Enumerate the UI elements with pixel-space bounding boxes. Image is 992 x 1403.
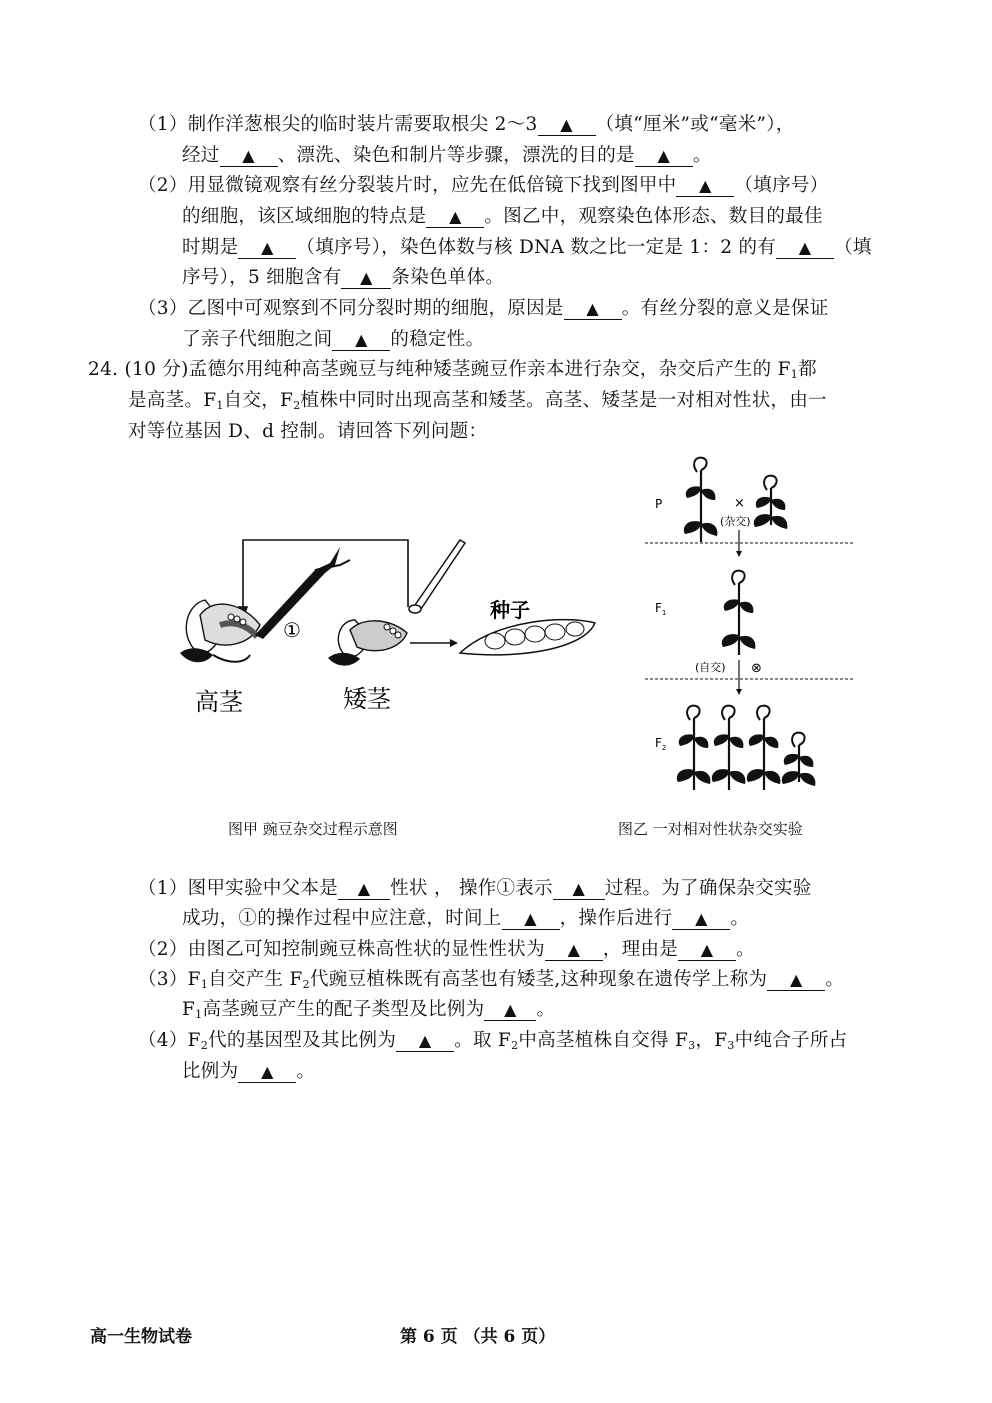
cross-symbol: × <box>734 496 745 511</box>
operation-label: ① <box>283 618 301 642</box>
p-tall-plant <box>684 458 718 542</box>
q24-part2-line1 <box>138 938 755 962</box>
text: 的细胞，该区域细胞的特点是 <box>182 206 427 227</box>
self-cross-symbol: ⊗ <box>751 661 762 676</box>
text: 时期是 <box>182 237 239 258</box>
short-pea-flower-illustration <box>328 620 407 666</box>
answer-blank[interactable]: ▲ <box>238 1062 296 1083</box>
subscript: 1 <box>216 399 224 412</box>
text: 。 <box>825 969 845 990</box>
text: 对等位基因 D、d 控制。请回答下列问题： <box>128 421 488 442</box>
q23-part1-line2 <box>182 144 712 168</box>
answer-blank[interactable]: ▲ <box>635 146 693 167</box>
answer-blank[interactable]: ▲ <box>484 1000 536 1021</box>
text: （4）F <box>138 1030 201 1051</box>
arrowhead <box>736 689 742 695</box>
answer-blank[interactable]: ▲ <box>678 940 736 961</box>
text: 。有丝分裂的意义是保证 <box>621 298 829 319</box>
subscript: 3 <box>688 1039 696 1052</box>
subscript: 2 <box>200 1039 209 1052</box>
q23-part2-line3 <box>182 236 872 260</box>
text: 过程。为了确保杂交实验 <box>604 878 812 899</box>
answer-blank[interactable]: ▲ <box>672 909 730 930</box>
q24-part3-line1 <box>138 968 844 997</box>
answer-blank[interactable]: ▲ <box>776 238 834 259</box>
text: 条染色单体。 <box>391 267 505 288</box>
seed-label: 种子 <box>490 598 530 622</box>
text: 序号），5 细胞含有 <box>182 267 342 288</box>
text: 中纯合子所占 <box>734 1030 848 1051</box>
text: ，F <box>695 1030 728 1051</box>
answer-blank[interactable]: ▲ <box>767 970 825 991</box>
text: ，理由是 <box>602 939 679 960</box>
text: （填序号） <box>734 175 829 196</box>
arrow-to-seed-pod <box>410 639 458 647</box>
f2-short-plant <box>782 733 816 786</box>
figure-a-caption: 图甲 豌豆杂交过程示意图 <box>228 820 398 838</box>
text: 比例为 <box>182 1061 239 1082</box>
subscript: 3 <box>727 1039 735 1052</box>
question-number: 24. <box>88 359 119 380</box>
text: 。 <box>692 145 712 166</box>
text: 。 <box>736 939 755 960</box>
q24-part1-line2 <box>182 907 749 931</box>
answer-blank[interactable]: ▲ <box>341 268 391 289</box>
text: (10 分)孟德尔用纯种高茎豌豆与纯种矮茎豌豆作亲本进行杂交，杂交后产生的 F <box>124 359 791 380</box>
q24-part1-line1 <box>138 877 812 901</box>
text: 自交产生 F <box>208 969 303 990</box>
q23-part1-line1 <box>138 113 795 137</box>
text: （填 <box>834 237 872 258</box>
text: （填序号），染色体数与核 DNA 数之比一定是 1：2 的有 <box>296 237 777 258</box>
text: ，操作后进行 <box>559 908 673 929</box>
answer-blank[interactable]: ▲ <box>426 207 484 228</box>
q23-part3-line2 <box>182 328 484 352</box>
answer-blank[interactable]: ▲ <box>338 879 390 900</box>
answer-blank[interactable]: ▲ <box>564 299 622 320</box>
answer-blank[interactable]: ▲ <box>220 146 278 167</box>
self-cross-label: (自交) <box>695 661 726 674</box>
figure-b-caption: 图乙 一对相对性状杂交实验 <box>618 820 803 838</box>
text: 经过 <box>182 145 220 166</box>
q24-part4-line1 <box>138 1029 847 1058</box>
tall-pea-flower-illustration <box>180 600 260 662</box>
generation-f2-label: $F_2$ <box>655 736 667 752</box>
text: 。图乙中，观察染色体形态、数目的最佳 <box>484 206 823 227</box>
text: 。 <box>730 908 750 929</box>
q24-stem-line3 <box>128 420 487 444</box>
text: 的稳定性。 <box>390 329 485 350</box>
text: （1）制作洋葱根尖的临时装片需要取根尖 2～3 <box>138 114 538 135</box>
footer-page-number: 第 6 页 （共 6 页） <box>400 1327 556 1347</box>
q23-part3-line1 <box>138 297 829 321</box>
answer-blank[interactable]: ▲ <box>553 879 605 900</box>
short-label: 矮茎 <box>343 685 391 713</box>
subscript: 2 <box>511 1039 519 1052</box>
f2-tall-plant <box>712 706 746 790</box>
answer-blank[interactable]: ▲ <box>676 176 734 197</box>
bracket-arrow <box>239 540 408 617</box>
q24-stem-line1 <box>88 358 817 387</box>
answer-blank[interactable]: ▲ <box>538 115 596 136</box>
text: 代豌豆植株既有高茎也有矮茎,这种现象在遗传学上称为 <box>309 969 768 990</box>
text: 代的基因型及其比例为 <box>208 1030 397 1051</box>
subscript: 2 <box>293 399 301 412</box>
text: （3）乙图中可观察到不同分裂时期的细胞，原因是 <box>138 298 564 319</box>
text: （2）由图乙可知控制豌豆株高性状的显性性状为 <box>138 939 545 960</box>
generation-p-label: P <box>655 497 663 511</box>
text: （1）图甲实验中父本是 <box>138 878 339 899</box>
text: 自交，F <box>223 390 294 411</box>
q23-part2-line1 <box>138 174 829 198</box>
figure-a-pea-hybridization <box>165 525 615 725</box>
tweezers-illustration <box>255 547 350 639</box>
text: 。 <box>536 999 556 1020</box>
answer-blank[interactable]: ▲ <box>238 238 296 259</box>
arrowhead <box>736 551 742 557</box>
footer-exam-title: 高一生物试卷 <box>90 1327 192 1347</box>
text: 性状 ， 操作①表示 <box>390 878 553 899</box>
q23-part2-line2 <box>182 205 823 229</box>
text: 了亲子代细胞之间 <box>182 329 333 350</box>
subscript: 1 <box>195 1008 203 1021</box>
generation-f1-label: $F_1$ <box>655 601 667 617</box>
text: 中高茎植株自交得 F <box>518 1030 689 1051</box>
f2-tall-plant <box>747 706 781 790</box>
q24-part4-line2 <box>182 1060 315 1084</box>
answer-blank[interactable]: ▲ <box>332 330 390 351</box>
text: 是高茎。F <box>128 390 217 411</box>
text: F <box>182 999 196 1020</box>
q24-part3-line2 <box>182 998 555 1027</box>
f2-tall-plant <box>677 706 711 790</box>
subscript: 1 <box>200 978 209 991</box>
text: 成功，①的操作过程中应注意，时间上 <box>182 908 502 929</box>
answer-blank[interactable]: ▲ <box>396 1031 454 1052</box>
text: 。 <box>296 1061 316 1082</box>
hybridization-label: (杂交) <box>720 515 751 528</box>
seed-pod-illustration <box>460 620 595 655</box>
figure-b-monohybrid-cross <box>645 455 860 800</box>
text: （2）用显微镜观察有丝分裂装片时，应先在低倍镜下找到图甲中 <box>138 175 677 196</box>
p-short-plant <box>754 476 788 529</box>
text: 。取 F <box>454 1030 512 1051</box>
text: 植株中同时出现高茎和矮茎。高茎、矮茎是一对相对性状，由一 <box>300 390 827 411</box>
f1-tall-plant <box>722 571 756 655</box>
text: （3）F <box>138 969 201 990</box>
tall-label: 高茎 <box>195 688 243 716</box>
text: 都 <box>798 359 817 380</box>
answer-blank[interactable]: ▲ <box>545 940 603 961</box>
text: （填“厘米”或“毫米”）， <box>595 114 795 135</box>
text: 高茎豌豆产生的配子类型及比例为 <box>202 999 485 1020</box>
subscript: 2 <box>302 978 310 991</box>
answer-blank[interactable]: ▲ <box>502 909 560 930</box>
brush-illustration <box>409 540 465 613</box>
q24-stem-line2 <box>128 389 827 418</box>
text: 、漂洗、染色和制片等步骤，漂洗的目的是 <box>277 145 635 166</box>
subscript: 1 <box>790 368 799 381</box>
q23-part2-line4 <box>182 266 504 290</box>
